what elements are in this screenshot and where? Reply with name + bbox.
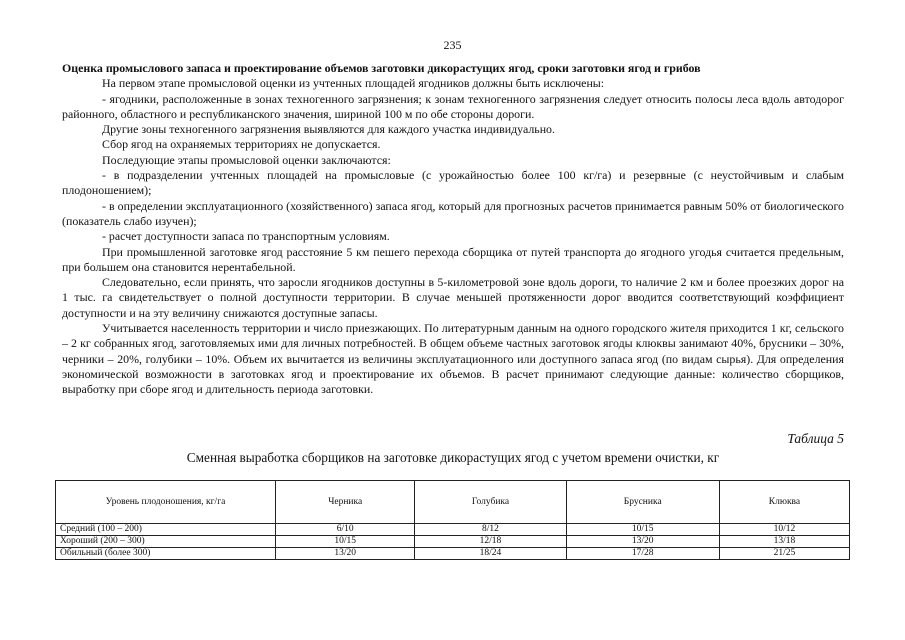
paragraph: Последующие этапы промысловой оценки заключаются: [102,152,391,167]
paragraph: - в определении эксплуатационного (хозяйственного) запаса ягод, который для прогнозных расчетов принимается равным 50% от биологического (показатель слабо изучен); [62,198,844,228]
header-cell: Клюква [719,481,849,524]
yield-table [55,480,850,560]
table-row [56,536,850,548]
table-number: Таблица 5 [787,431,844,446]
paragraph: - ягодники, расположенные в зонах техногенного загрязнения; к зонам техногенного загрязнения следует относить полосы леса вдоль автодорог районного, областного и республиканского значения, шириной 100 м по обе стороны дороги. [62,91,844,121]
header-cell: Брусника [566,481,719,524]
paragraph: При промышленной заготовке ягод расстояние 5 км пешего перехода сборщика от путей транспорта до ягодного угодья считается предельным, при большем она становится нерентабельной. [62,244,844,274]
table-cell: 10/12 [719,524,849,536]
table-cell: 18/24 [415,548,566,560]
table-row [56,524,850,536]
row-label: Обильный (более 300) [56,548,276,560]
document-body [62,61,844,398]
table-cell: 13/20 [276,548,415,560]
paragraph: Учитывается населенность территории и число приезжающих. По литературным данным на одного городского жителя приходится 1 кг, сельского – 2 кг собранных ягод, заготовляемых ими для личных потребностей. В общем объеме частных заготовок ягоды клюквы занимают 40%, брусники – 30%, черники – 20%, голубики – 10%. Объем их вычитается из величины эксплуатационного или доступного запаса ягод (по видам сырья). Для определения экономической возможности в заготовках ягод и проектирование их объемов. В расчет принимают следующие данные: количество сборщиков, выработку при сборе ягод и длительность периода заготовки. [62,321,844,397]
paragraph: - расчет доступности запаса по транспортным условиям. [102,229,390,244]
row-label: Хороший (200 – 300) [56,536,276,548]
row-label: Средний (100 – 200) [56,524,276,536]
table-cell: 17/28 [566,548,719,560]
table-cell: 21/25 [719,548,849,560]
table-row [56,548,850,560]
page-number: 235 [443,38,462,52]
table-header-row [56,481,850,524]
paragraph: Сбор ягод на охраняемых территориях не допускается. [102,137,381,152]
table-cell: 6/10 [276,524,415,536]
table-caption: Сменная выработка сборщиков на заготовке дикорастущих ягод с учетом времени очистки, кг [186,450,720,465]
paragraph: Следовательно, если принять, что заросли ягодников доступны в 5-километровой зоне вдоль дороги, то наличие 2 км и более проезжих дорог на 1 тыс. га свидетельствует о полной доступности территории. В случае меньшей протяженности дорог вводится соответствующий коэффициент доступности и на эту величину снижаются доступные запасы. [62,275,844,320]
table-cell: 8/12 [415,524,566,536]
header-cell: Черника [276,481,415,524]
section-heading: Оценка промыслового запаса и проектирование объемов заготовки дикорастущих ягод, сроки заготовки ягод и грибов [62,61,701,75]
header-cell: Голубика [415,481,566,524]
table-cell: 10/15 [276,536,415,548]
table-cell: 13/20 [566,536,719,548]
table-cell: 13/18 [719,536,849,548]
paragraph: - в подразделении учтенных площадей на промысловые (с урожайностью более 100 кг/га) и резервные (с неустойчивым и слабым плодоношением); [62,168,844,198]
paragraph: Другие зоны техногенного загрязнения выявляются для каждого участка индивидуально. [102,122,555,137]
header-cell-level: Уровень плодоношения, кг/га [56,481,276,524]
table-cell: 10/15 [566,524,719,536]
table-cell: 12/18 [415,536,566,548]
paragraph: На первом этапе промысловой оценки из учтенных площадей ягодников должны быть исключены: [102,76,605,91]
